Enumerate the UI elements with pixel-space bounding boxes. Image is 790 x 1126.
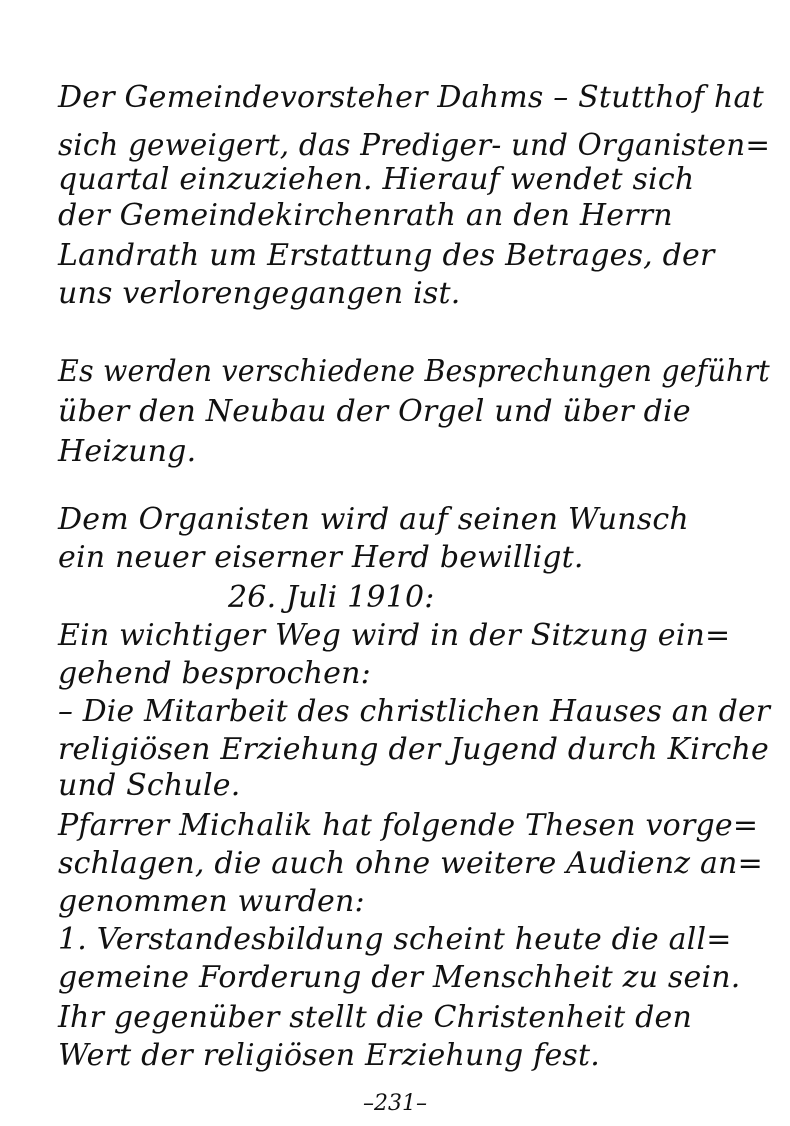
text-line: quartal einzuziehen. Hierauf wendet sich [58,162,695,197]
text-line: genommen wurden: [58,884,365,919]
text-line: Landrath um Erstattung des Betrages, der [58,238,715,273]
text-line: ein neuer eiserner Herd bewilligt. [58,540,584,575]
text-line: gehend besprochen: [58,656,371,691]
text-line: über den Neubau der Orgel und über die [58,394,691,429]
text-line: gemeine Forderung der Menschheit zu sein. [58,960,741,995]
text-line: der Gemeindekirchenrath an den Herrn [58,198,673,233]
text-line: Heizung. [58,434,197,469]
text-line: Wert der religiösen Erziehung fest. [58,1038,601,1073]
text-line: Dem Organisten wird auf seinen Wunsch [58,502,689,537]
text-line: Der Gemeindevorsteher Dahms – Stutthof hat [58,80,764,115]
text-line: und Schule. [58,768,241,803]
text-line: sich geweigert, das Prediger- und Organisten= [58,128,771,163]
text-line: Ein wichtiger Weg wird in der Sitzung ein= [58,618,731,653]
text-line: Ihr gegenüber stellt die Christenheit den [58,1000,692,1035]
date-heading: 26. Juli 1910: [228,580,435,615]
text-line: schlagen, die auch ohne weitere Audienz an= [58,846,763,881]
text-line: Es werden verschiedene Besprechungen geführt [58,354,770,389]
text-line: – Die Mitarbeit des christlichen Hauses an der [58,694,771,729]
text-line: uns verlorengegangen ist. [58,276,461,311]
text-line: 1. Verstandesbildung scheint heute die all= [58,922,732,957]
text-line: religiösen Erziehung der Jugend durch Kirche [58,732,770,767]
text-line: Pfarrer Michalik hat folgende Thesen vorge= [58,808,759,843]
page-number: –231– [363,1091,427,1116]
